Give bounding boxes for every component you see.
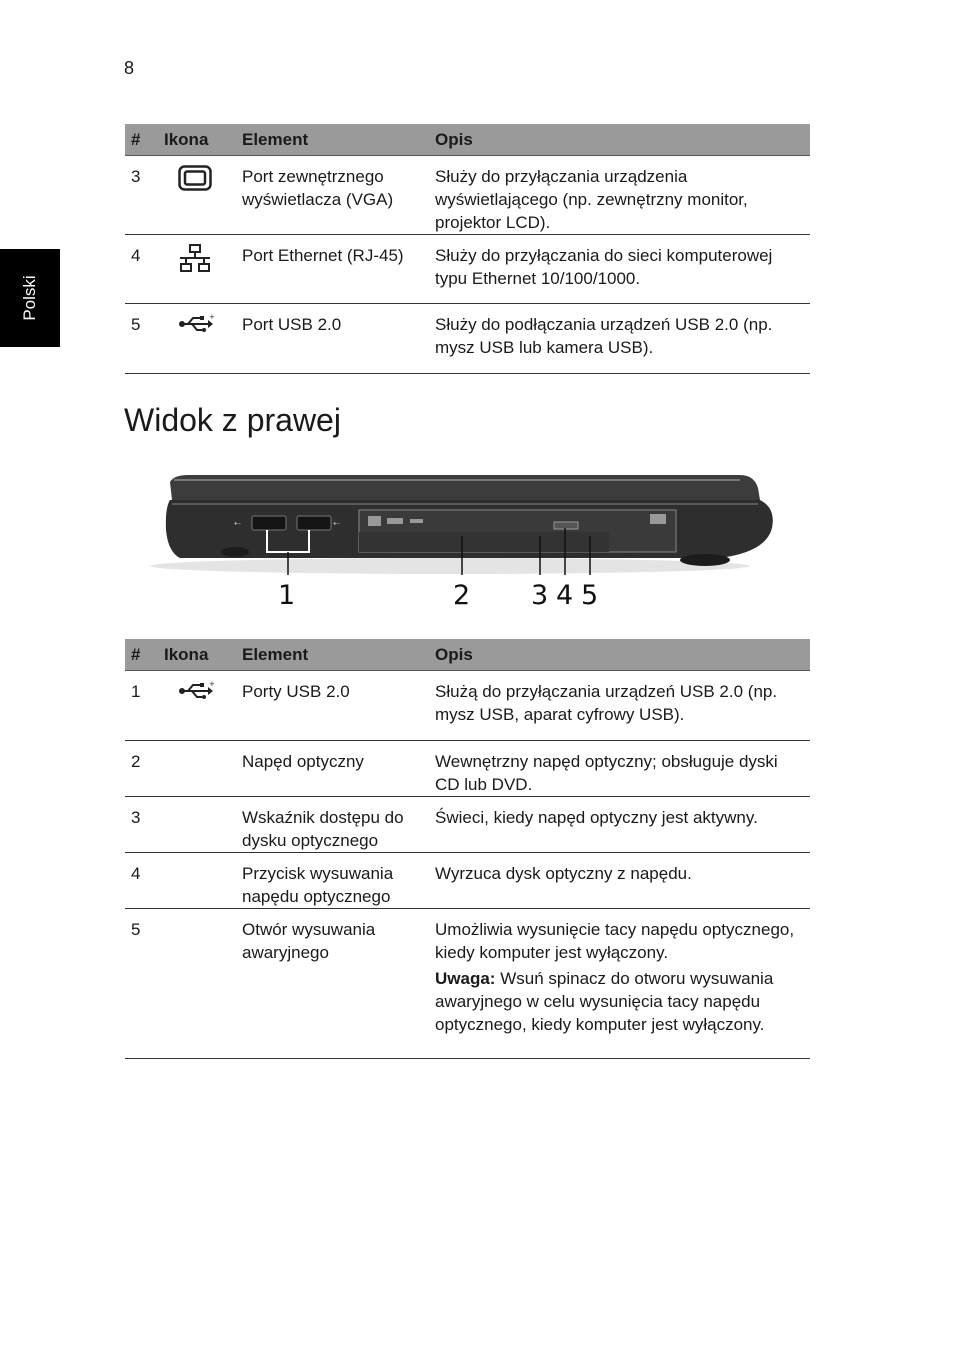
table-row (125, 909, 810, 1059)
row-element: Otwór wysuwania awaryjnego (236, 909, 429, 1059)
page-number: 8 (124, 58, 135, 78)
row-description: Umożliwia wysunięcie tacy napędu optycznego, kiedy komputer jest wyłączony. (435, 920, 795, 962)
note-label: Uwaga: (435, 969, 496, 988)
ethernet-port-icon (178, 244, 230, 274)
table-row (125, 235, 810, 304)
row-number: 5 (125, 909, 158, 1059)
section-title: Widok z prawej (124, 402, 341, 438)
svg-text:⇠: ⇠ (234, 519, 241, 528)
header-icon: Ikona (158, 639, 236, 671)
callout-3: 3 (531, 580, 549, 611)
table-row (125, 741, 810, 797)
row-number: 2 (125, 741, 158, 797)
header-element: Element (236, 124, 429, 156)
laptop-right-side-diagram (140, 470, 800, 620)
note (435, 967, 804, 1036)
row-element: Porty USB 2.0 (236, 671, 429, 741)
usb-icon (178, 680, 230, 700)
side-tab-label: Polski (20, 275, 39, 321)
row-description: Służy do przyłączania urządzenia wyświetlającego (np. zewnętrzny monitor, projektor LCD). (429, 156, 810, 235)
row-element: Port Ethernet (RJ-45) (236, 235, 429, 304)
header-number: # (125, 124, 158, 156)
header-number: # (125, 639, 158, 671)
callout-4: 4 (556, 580, 574, 611)
usb-icon (178, 313, 230, 333)
row-element: Napęd optyczny (236, 741, 429, 797)
table-row (125, 304, 810, 374)
vga-port-icon (178, 165, 230, 191)
row-number: 3 (125, 797, 158, 853)
ports-table-top (125, 124, 810, 374)
row-description: Służy do podłączania urządzeń USB 2.0 (np. mysz USB lub kamera USB). (429, 304, 810, 374)
table-row (125, 156, 810, 235)
row-element: Port zewnętrznego wyświetlacza (VGA) (236, 156, 429, 235)
row-element: Wskaźnik dostępu do dysku optycznego (236, 797, 429, 853)
header-element: Element (236, 639, 429, 671)
svg-text:⇠: ⇠ (333, 519, 340, 528)
table-row (125, 853, 810, 909)
callout-2: 2 (453, 580, 471, 611)
table-header-row (125, 639, 810, 671)
ports-table-bottom (125, 639, 810, 1059)
svg-text:+: + (209, 313, 215, 321)
row-number: 4 (125, 235, 158, 304)
header-description: Opis (429, 124, 810, 156)
row-description: Wyrzuca dysk optyczny z napędu. (429, 853, 810, 909)
row-description: Wewnętrzny napęd optyczny; obsługuje dyski CD lub DVD. (429, 741, 810, 797)
row-description: Służy do przyłączania do sieci komputerowej typu Ethernet 10/100/1000. (429, 235, 810, 304)
header-description: Opis (429, 639, 810, 671)
row-description: Świeci, kiedy napęd optyczny jest aktywny. (429, 797, 810, 853)
row-description: Służą do przyłączania urządzeń USB 2.0 (np. mysz USB, aparat cyfrowy USB). (429, 671, 810, 741)
header-icon: Ikona (158, 124, 236, 156)
row-number: 1 (125, 671, 158, 741)
note-text: Wsuń spinacz do otworu wysuwania awaryjnego w celu wysunięcia tacy napędu optycznego, kiedy komputer jest wyłączony. (435, 969, 774, 1034)
callout-1: 1 (278, 580, 296, 611)
row-element: Port USB 2.0 (236, 304, 429, 374)
table-row (125, 671, 810, 741)
svg-text:+: + (209, 680, 215, 688)
row-number: 4 (125, 853, 158, 909)
callout-5: 5 (581, 580, 599, 611)
row-element: Przycisk wysuwania napędu optycznego (236, 853, 429, 909)
table-header-row (125, 124, 810, 156)
table-row (125, 797, 810, 853)
row-number: 5 (125, 304, 158, 374)
row-number: 3 (125, 156, 158, 235)
language-side-tab (0, 249, 60, 347)
